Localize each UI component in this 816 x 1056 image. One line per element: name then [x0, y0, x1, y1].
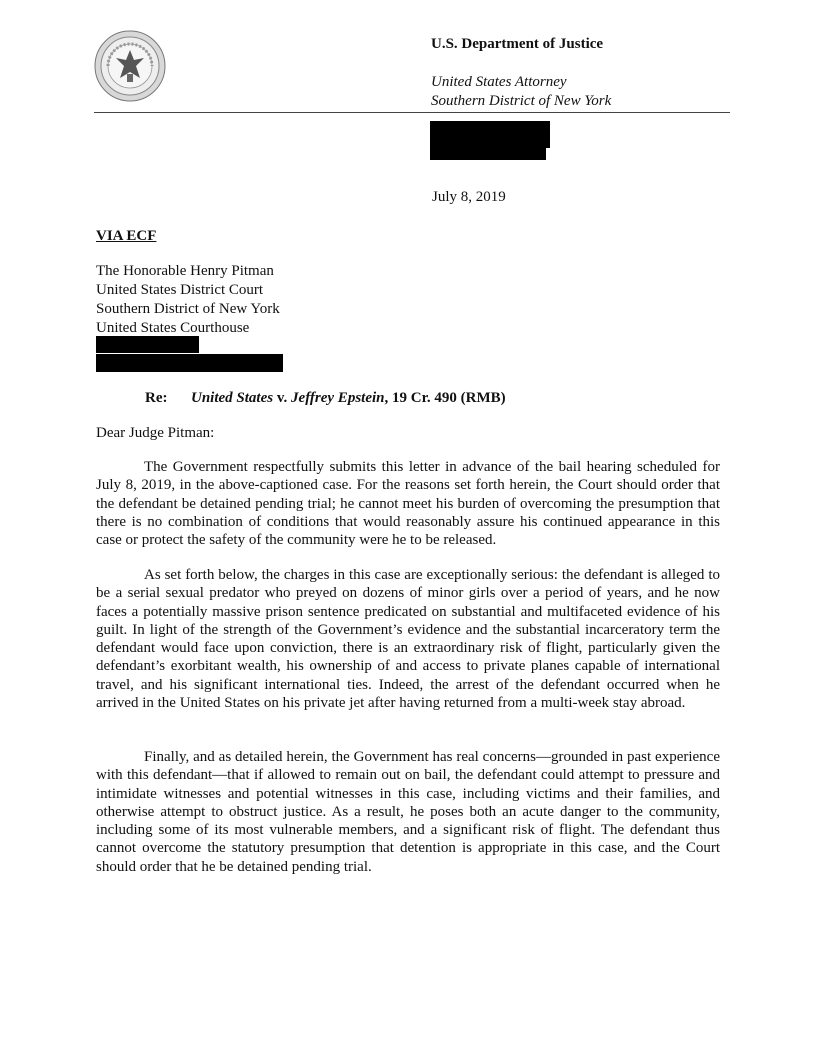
redaction-block [430, 145, 546, 160]
recipient-line-2: United States District Court [96, 282, 264, 298]
body-paragraph: Finally, and as detailed herein, the Government has real concerns—grounded in past experience with this defendant—that if allowed to remain out on bail, the defendant could attempt to pressure and intimidate witnesses and potential witnesses in this case, including victims and their families, and otherwise attempt to obstruct justice. As a result, he poses both an acute danger to the community, including some of its most vulnerable members, and a significant risk of flight. The defendant thus cannot overcome the statutory presumption that detention is appropriate in this case, and the Court should order that he be detained pending trial. [96, 749, 720, 875]
header-rule [94, 112, 730, 113]
re-case-number: , 19 Cr. 490 (RMB) [384, 390, 506, 406]
re-plaintiff: United States [191, 390, 274, 406]
redaction-block [96, 336, 199, 353]
salutation: Dear Judge Pitman: [96, 425, 215, 441]
office-name [431, 73, 611, 111]
re-defendant: Jeffrey Epstein [291, 390, 385, 406]
office-line-1: United States Attorney [431, 74, 567, 90]
redaction-block [430, 121, 550, 148]
re-versus: v. [273, 390, 292, 406]
agency-name: U.S. Department of Justice [431, 36, 604, 52]
office-line-2: Southern District of New York [431, 93, 612, 109]
recipient-line-3: Southern District of New York [96, 301, 280, 317]
recipient-line-1: The Honorable Henry Pitman [96, 263, 274, 279]
letter-date: July 8, 2019 [432, 189, 506, 205]
doj-seal-icon [94, 30, 166, 102]
re-label: Re: [145, 390, 168, 406]
body-paragraph: As set forth below, the charges in this case are exceptionally serious: the defendant is alleged to be a serial sexual predator who preyed on dozens of minor girls over a period of years, and he now faces a potentially massive prison sentence predicated on substantial and multifaceted evidence of his guilt. In light of the strength of the Government’s evidence and the substantial incarceratory term the defendant would face upon conviction, there is an extraordinary risk of flight, particularly given the defendant’s exorbitant wealth, his ownership of and access to private planes capable of international travel, and his significant international ties. Indeed, the arrest of the defendant occurred when he arrived in the United States on his private jet after having returned from a multi-week stay abroad. [96, 567, 720, 712]
body-paragraph: The Government respectfully submits this letter in advance of the bail hearing scheduled for July 8, 2019, in the above-captioned case. For the reasons set forth herein, the Court should order that the defendant be detained pending trial; he cannot meet his burden of overcoming the presumption that there is no combination of conditions that would reasonably assure his continued appearance in this case or protect the safety of the community were he to be released. [96, 459, 720, 549]
recipient-line-4: United States Courthouse [96, 320, 250, 336]
delivery-method: VIA ECF [96, 228, 157, 244]
recipient-address [96, 262, 280, 338]
redaction-block [96, 354, 283, 372]
re-line [145, 390, 506, 407]
